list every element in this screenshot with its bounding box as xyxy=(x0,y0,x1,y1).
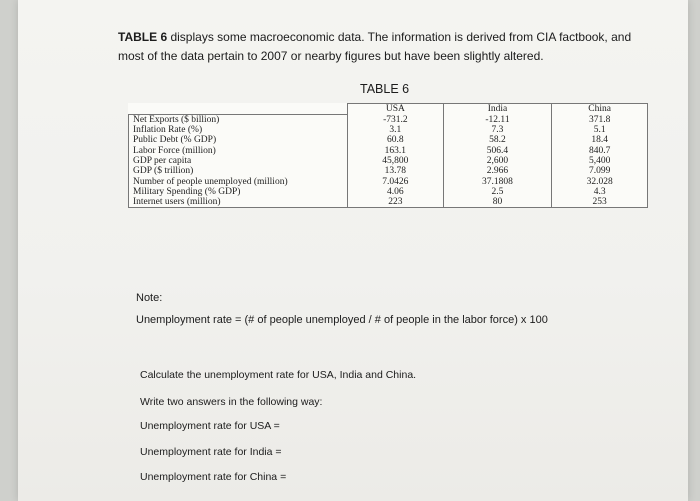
question-calculate: Calculate the unemployment rate for USA, India and China. xyxy=(140,369,417,381)
cell-india: 2,600 xyxy=(443,156,552,166)
cell-china: 18.4 xyxy=(552,135,648,145)
document-page xyxy=(18,0,688,501)
note-label: Note: xyxy=(136,292,163,304)
cell-usa: 4.06 xyxy=(348,187,444,197)
intro-text: displays some macroeconomic data. The information is derived from CIA factbook, and most of the data pertain to 2007 or nearby figures but have been slightly altered. xyxy=(118,30,632,63)
col-header-usa: USA xyxy=(348,104,444,115)
row-label: GDP ($ trillion) xyxy=(129,166,348,176)
cell-india: 506.4 xyxy=(443,146,552,156)
table-row xyxy=(129,197,648,208)
cell-usa: -731.2 xyxy=(348,114,444,125)
cell-india: 37.1808 xyxy=(443,177,552,187)
row-label: Net Exports ($ billion) xyxy=(129,114,348,125)
cell-china: 7.099 xyxy=(552,166,648,176)
cell-usa: 163.1 xyxy=(348,146,444,156)
cell-usa: 7.0426 xyxy=(348,177,444,187)
cell-china: 32.028 xyxy=(552,177,648,187)
cell-india: 2.966 xyxy=(443,166,552,176)
table-row xyxy=(129,187,648,197)
cell-china: 5,400 xyxy=(552,156,648,166)
table-header-row xyxy=(129,104,648,115)
macro-data-table xyxy=(128,103,648,208)
cell-china: 253 xyxy=(552,197,648,208)
row-label: Internet users (million) xyxy=(129,197,348,208)
cell-india: -12.11 xyxy=(443,114,552,125)
table-row xyxy=(129,177,648,187)
answer-line-usa: Unemployment rate for USA = xyxy=(140,420,280,432)
row-label: Labor Force (million) xyxy=(129,146,348,156)
intro-paragraph xyxy=(118,28,658,66)
cell-china: 371.8 xyxy=(552,114,648,125)
row-label: Number of people unemployed (million) xyxy=(129,177,348,187)
col-header-india: India xyxy=(443,104,552,115)
cell-china: 5.1 xyxy=(552,125,648,135)
table-title: TABLE 6 xyxy=(360,82,410,96)
cell-usa: 223 xyxy=(348,197,444,208)
table-row xyxy=(129,135,648,145)
cell-china: 840.7 xyxy=(552,146,648,156)
cell-usa: 3.1 xyxy=(348,125,444,135)
cell-india: 58.2 xyxy=(443,135,552,145)
cell-china: 4.3 xyxy=(552,187,648,197)
table-row xyxy=(129,166,648,176)
cell-usa: 60.8 xyxy=(348,135,444,145)
row-label: Inflation Rate (%) xyxy=(129,125,348,135)
col-header-china: China xyxy=(552,104,648,115)
table-row xyxy=(129,114,648,125)
cell-usa: 45,800 xyxy=(348,156,444,166)
row-label: GDP per capita xyxy=(129,156,348,166)
table-row xyxy=(129,146,648,156)
table-row xyxy=(129,156,648,166)
cell-usa: 13.78 xyxy=(348,166,444,176)
row-label: Public Debt (% GDP) xyxy=(129,135,348,145)
cell-india: 80 xyxy=(443,197,552,208)
row-label: Military Spending (% GDP) xyxy=(129,187,348,197)
cell-india: 2.5 xyxy=(443,187,552,197)
answer-line-china: Unemployment rate for China = xyxy=(140,471,287,483)
cell-india: 7.3 xyxy=(443,125,552,135)
unemployment-formula: Unemployment rate = (# of people unemployed / # of people in the labor force) x 100 xyxy=(136,314,548,326)
answer-line-india: Unemployment rate for India = xyxy=(140,446,282,458)
table-row xyxy=(129,125,648,135)
question-format: Write two answers in the following way: xyxy=(140,396,323,408)
intro-table-ref: TABLE 6 xyxy=(118,30,168,44)
table-corner xyxy=(129,104,348,115)
